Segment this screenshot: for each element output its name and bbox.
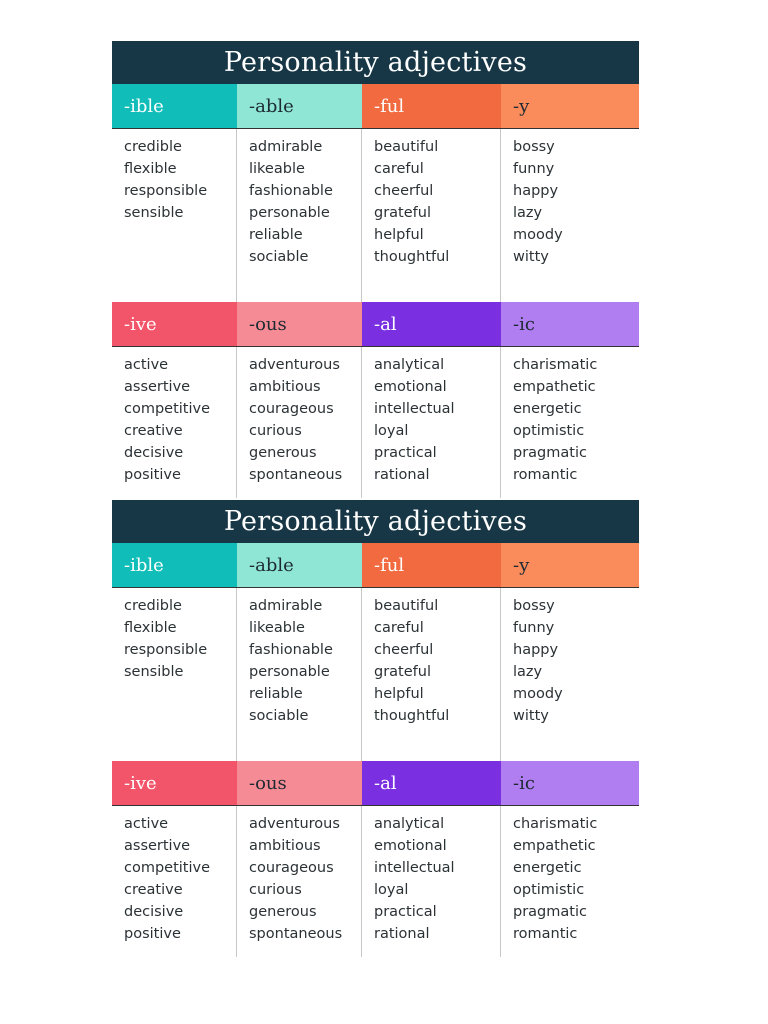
word-list <box>501 588 639 761</box>
adjective-word: competitive <box>124 860 211 876</box>
adjective-word: empathetic <box>513 379 596 395</box>
adjective-word: credible <box>124 139 182 155</box>
adjective-word: funny <box>513 161 555 177</box>
adjective-word: careful <box>374 620 424 636</box>
adjective-word: positive <box>124 926 181 942</box>
adjective-word: reliable <box>249 686 303 702</box>
adjective-word: generous <box>249 445 317 461</box>
adjective-word: romantic <box>513 467 578 483</box>
word-list <box>237 588 362 761</box>
adjective-word: admirable <box>249 139 323 155</box>
suffix-header: -ible <box>112 543 237 588</box>
adjective-word: thoughtful <box>374 249 450 265</box>
adjective-word: spontaneous <box>249 926 343 942</box>
adjective-word: active <box>124 816 169 832</box>
adjective-word: likeable <box>249 620 305 636</box>
adjective-word: charismatic <box>513 357 598 373</box>
suffix-header: -ic <box>501 302 639 347</box>
adjective-word: creative <box>124 882 183 898</box>
adjective-word: happy <box>513 183 559 199</box>
suffix-header: -al <box>362 761 501 806</box>
suffix-header: -y <box>501 543 639 588</box>
word-list <box>362 806 501 957</box>
adjective-word: moody <box>513 686 563 702</box>
word-list <box>112 806 237 957</box>
adjective-word: cheerful <box>374 183 434 199</box>
adjective-word: witty <box>513 249 549 265</box>
word-list <box>362 588 501 761</box>
suffix-header: -ous <box>237 302 362 347</box>
adjective-word: helpful <box>374 227 424 243</box>
suffix-header: -ive <box>112 761 237 806</box>
sheet-title: Personality adjectives <box>112 500 639 543</box>
adjective-word: sociable <box>249 249 309 265</box>
adjective-word: likeable <box>249 161 305 177</box>
adjective-word: loyal <box>374 423 409 439</box>
adjective-word: curious <box>249 423 302 439</box>
adjective-word: credible <box>124 598 182 614</box>
word-list <box>112 588 237 761</box>
adjective-word: admirable <box>249 598 323 614</box>
adjective-word: analytical <box>374 816 445 832</box>
adjective-word: loyal <box>374 882 409 898</box>
adjective-word: beautiful <box>374 139 439 155</box>
adjective-word: cheerful <box>374 642 434 658</box>
suffix-block <box>112 543 639 761</box>
suffix-header: -ful <box>362 84 501 129</box>
adjective-word: energetic <box>513 401 582 417</box>
suffix-header: -y <box>501 84 639 129</box>
adjective-word: courageous <box>249 860 334 876</box>
word-list <box>112 347 237 498</box>
adjective-word: ambitious <box>249 379 321 395</box>
adjective-word: pragmatic <box>513 904 587 920</box>
adjective-word: bossy <box>513 598 555 614</box>
adjective-word: energetic <box>513 860 582 876</box>
word-list <box>501 806 639 957</box>
adjective-word: reliable <box>249 227 303 243</box>
adjective-word: grateful <box>374 664 431 680</box>
adjective-word: rational <box>374 926 430 942</box>
adjective-word: fashionable <box>249 183 333 199</box>
adjective-word: personable <box>249 205 330 221</box>
adjective-word: practical <box>374 904 437 920</box>
suffix-header: -ible <box>112 84 237 129</box>
adjective-word: competitive <box>124 401 211 417</box>
sheet-title: Personality adjectives <box>112 41 639 84</box>
adjective-word: responsible <box>124 183 208 199</box>
adjective-word: lazy <box>513 205 543 221</box>
adjective-word: funny <box>513 620 555 636</box>
word-list <box>362 129 501 302</box>
adjective-word: positive <box>124 467 181 483</box>
adjective-word: creative <box>124 423 183 439</box>
adjective-word: fashionable <box>249 642 333 658</box>
word-list <box>237 806 362 957</box>
adjective-word: emotional <box>374 838 447 854</box>
adjective-word: generous <box>249 904 317 920</box>
word-list <box>237 347 362 498</box>
word-list <box>501 129 639 302</box>
word-list <box>362 347 501 498</box>
adjective-word: ambitious <box>249 838 321 854</box>
adjective-word: curious <box>249 882 302 898</box>
adjective-word: assertive <box>124 379 191 395</box>
suffix-header: -ous <box>237 761 362 806</box>
adjective-word: emotional <box>374 379 447 395</box>
adjective-word: adventurous <box>249 357 340 373</box>
adjective-word: empathetic <box>513 838 596 854</box>
adjective-word: thoughtful <box>374 708 450 724</box>
suffix-header: -ful <box>362 543 501 588</box>
adjective-word: witty <box>513 708 549 724</box>
adjective-word: sensible <box>124 664 184 680</box>
adjective-word: analytical <box>374 357 445 373</box>
suffix-header: -ive <box>112 302 237 347</box>
adjective-word: pragmatic <box>513 445 587 461</box>
adjective-word: courageous <box>249 401 334 417</box>
adjective-word: bossy <box>513 139 555 155</box>
word-list <box>501 347 639 498</box>
adjective-word: optimistic <box>513 423 585 439</box>
suffix-header: -able <box>237 84 362 129</box>
adjective-word: decisive <box>124 445 184 461</box>
adjective-word: romantic <box>513 926 578 942</box>
suffix-header: -al <box>362 302 501 347</box>
adjective-word: grateful <box>374 205 431 221</box>
adjective-sheet <box>112 500 639 957</box>
adjective-word: lazy <box>513 664 543 680</box>
adjective-word: helpful <box>374 686 424 702</box>
word-list <box>112 129 237 302</box>
adjective-word: flexible <box>124 620 177 636</box>
adjective-word: decisive <box>124 904 184 920</box>
adjective-sheet <box>112 41 639 498</box>
suffix-block <box>112 302 639 498</box>
adjective-word: optimistic <box>513 882 585 898</box>
adjective-word: active <box>124 357 169 373</box>
adjective-word: rational <box>374 467 430 483</box>
adjective-word: adventurous <box>249 816 340 832</box>
adjective-word: happy <box>513 642 559 658</box>
adjective-word: beautiful <box>374 598 439 614</box>
adjective-word: intellectual <box>374 401 455 417</box>
adjective-word: moody <box>513 227 563 243</box>
adjective-word: flexible <box>124 161 177 177</box>
adjective-word: responsible <box>124 642 208 658</box>
adjective-word: assertive <box>124 838 191 854</box>
suffix-block <box>112 84 639 302</box>
adjective-word: careful <box>374 161 424 177</box>
word-list <box>237 129 362 302</box>
adjective-word: sensible <box>124 205 184 221</box>
adjective-word: practical <box>374 445 437 461</box>
suffix-header: -ic <box>501 761 639 806</box>
suffix-header: -able <box>237 543 362 588</box>
adjective-word: personable <box>249 664 330 680</box>
adjective-word: charismatic <box>513 816 598 832</box>
suffix-block <box>112 761 639 957</box>
adjective-word: spontaneous <box>249 467 343 483</box>
adjective-word: sociable <box>249 708 309 724</box>
adjective-word: intellectual <box>374 860 455 876</box>
